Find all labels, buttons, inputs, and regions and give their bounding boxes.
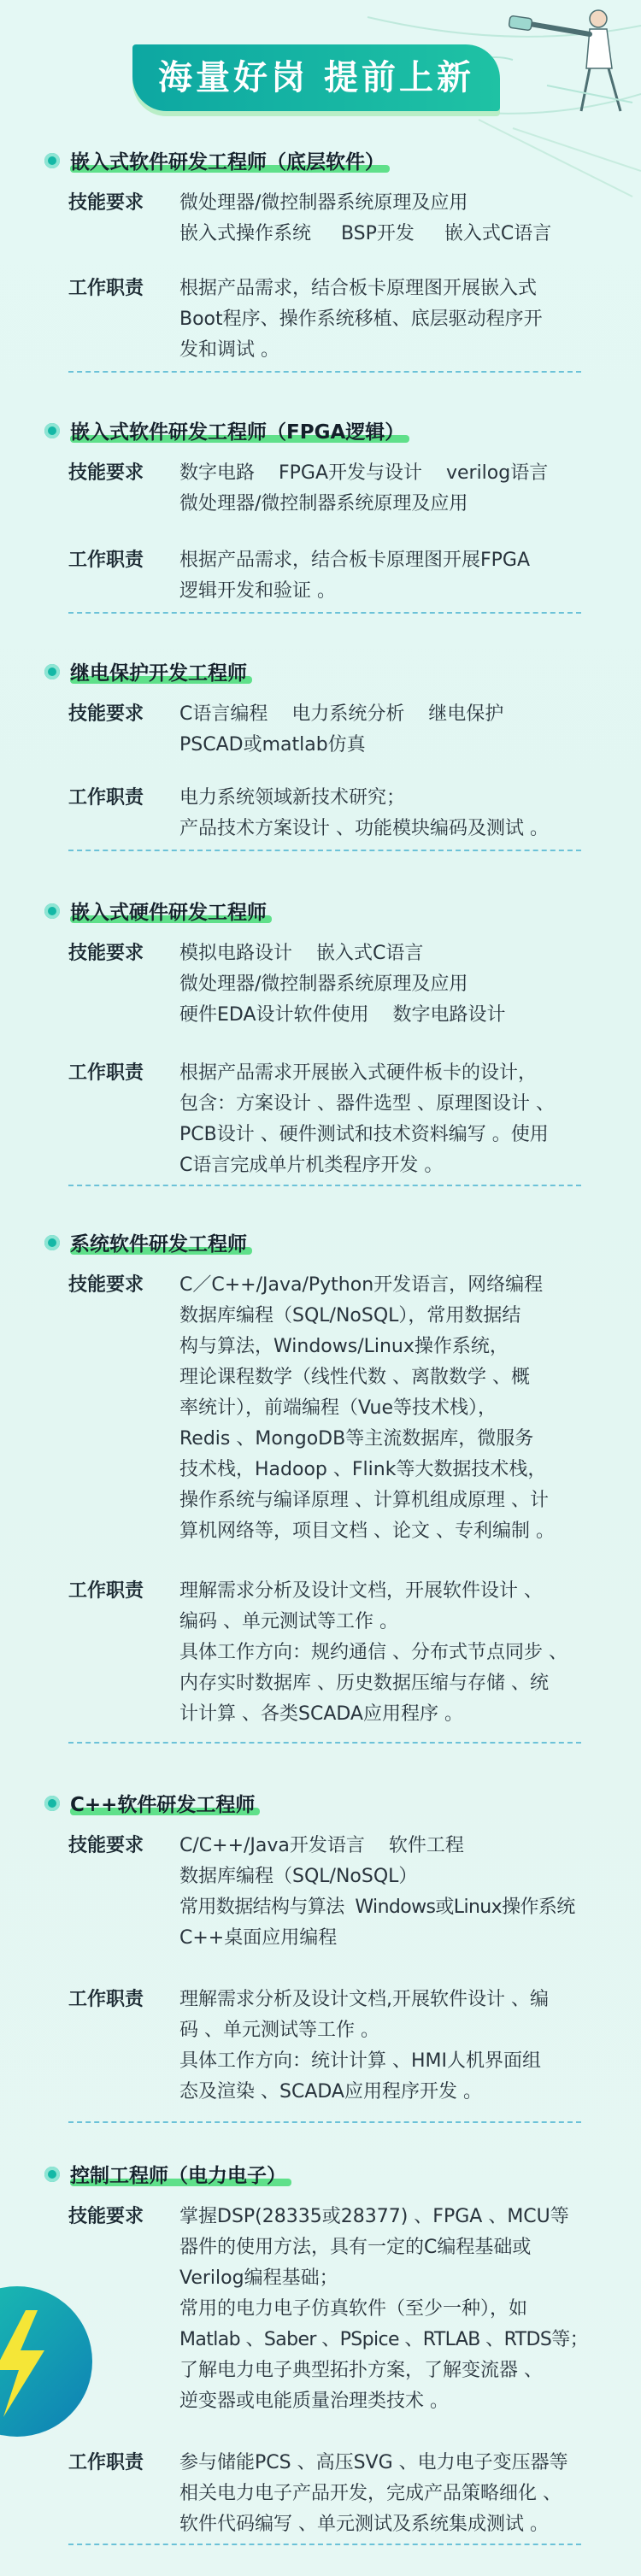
header-banner <box>132 44 500 111</box>
duties-label: 工作职责 <box>68 787 144 809</box>
bullet-icon <box>44 1796 60 1811</box>
bullet-icon <box>44 423 60 438</box>
skills-row <box>68 188 615 250</box>
duties-text: 参与储能PCS 、高压SVG 、电力电子变压器等 相关电力电子产品开发，完成产品策略细化 、 软件代码编写 、单元测试及系统集成测试 。 <box>179 2452 568 2535</box>
duties-row <box>68 1576 615 1730</box>
duties-row <box>68 1058 615 1181</box>
job-title: C++软件研发工程师 <box>44 1786 255 1820</box>
skills-label: 技能要求 <box>68 462 144 484</box>
skills-text: 数字电路 FPGA开发与设计 verilog语言 微处理器/微控制器系统原理及应用 <box>179 462 549 515</box>
job-title: 嵌入式软件研发工程师（底层软件） <box>44 144 385 178</box>
divider <box>68 2544 581 2545</box>
skills-text: 微处理器/微控制器系统原理及应用 嵌入式操作系统 BSP开发 嵌入式C语言 <box>179 192 552 244</box>
skills-text: 掌握DSP(28335或28377) 、FPGA 、MCU等 器件的使用方法，具有一定的C编程基础或 Verilog编程基础； 常用的电力电子仿真软件（至少一种），如 Matlab 、Saber 、PSpice 、RTLAB 、RTDS等； 了解电力电子典型拓扑方案，了解变流器 、 逆变器或电能质量治理类技术 。 <box>179 2206 589 2412</box>
skills-row <box>68 2202 615 2417</box>
skills-row <box>68 1270 615 1547</box>
duties-text: 理解需求分析及设计文档,开展软件设计 、编 码 、单元测试等工作 。 具体工作方向：统计计算 、HMI人机界面组 态及渲染 、SCADA应用程序开发 。 <box>179 1989 549 2103</box>
duties-text: 理解需求分析及设计文档，开展软件设计 、 编码 、单元测试等工作 。 具体工作方向：规约通信 、分布式节点同步 、 内存实时数据库 、历史数据压缩与存储 、统 计计算 、各类SCADA应用程序 。 <box>179 1580 567 1725</box>
skills-row <box>68 938 615 1031</box>
page-title: 海量好岗 提前上新 <box>158 57 474 97</box>
skills-label: 技能要求 <box>68 943 144 964</box>
skills-text: C／C++/Java/Python开发语言，网络编程 数据库编程（SQL/NoSQL），常用数据结 构与算法，Windows/Linux操作系统， 理论课程数学（线性代数 、离散数学 、概 率统计），前端编程（Vue等技术栈）， Redis 、MongoDB等主流数据库，微服务 技术栈，Hadoop 、Flink等大数据技术栈， 操作系统与编译原理 、计算机组成原理 、计 算机网络等，项目文档 、论文 、专利编制 。 <box>179 1274 555 1542</box>
bullet-icon <box>44 903 60 919</box>
divider <box>68 612 581 614</box>
skills-label: 技能要求 <box>68 1835 144 1856</box>
duties-label: 工作职责 <box>68 1989 144 2010</box>
duties-label: 工作职责 <box>68 1062 144 1084</box>
skills-text: C语言编程 电力系统分析 继电保护 PSCAD或matlab仿真 <box>179 703 504 756</box>
divider <box>68 850 581 851</box>
lightning-bolt-icon <box>0 2280 94 2443</box>
divider <box>68 2121 581 2123</box>
duties-text: 根据产品需求，结合板卡原理图开展嵌入式 Boot程序、操作系统移植、底层驱动程序开 发和调试 。 <box>179 278 543 361</box>
bullet-icon <box>44 1235 60 1250</box>
skills-label: 技能要求 <box>68 192 144 214</box>
job-title: 系统软件研发工程师 <box>44 1226 247 1260</box>
job-title: 控制工程师（电力电子） <box>44 2157 286 2191</box>
duties-text: 根据产品需求，结合板卡原理图开展FPGA 逻辑开发和验证 。 <box>179 550 531 602</box>
job-title: 嵌入式软件研发工程师（FPGA逻辑） <box>44 414 404 448</box>
duties-row <box>68 273 615 366</box>
duties-row <box>68 545 615 607</box>
divider <box>68 371 581 373</box>
duties-row <box>68 2448 615 2540</box>
duties-label: 工作职责 <box>68 2452 144 2473</box>
duties-text: 根据产品需求开展嵌入式硬件板卡的设计， 包含：方案设计 、器件选型 、原理图设计 、 PCB设计 、硬件测试和技术资料编写 。使用 C语言完成单片机类程序开发 。 <box>179 1062 555 1176</box>
skills-label: 技能要求 <box>68 1274 144 1296</box>
duties-label: 工作职责 <box>68 550 144 571</box>
skills-row <box>68 458 615 520</box>
duties-label: 工作职责 <box>68 278 144 299</box>
bullet-icon <box>44 2167 60 2182</box>
skills-label: 技能要求 <box>68 703 144 725</box>
bullet-icon <box>44 153 60 168</box>
divider <box>68 1742 581 1744</box>
skills-row <box>68 699 615 761</box>
duties-text: 电力系统领域新技术研究； 产品技术方案设计 、功能模块编码及测试 。 <box>179 787 549 839</box>
duties-label: 工作职责 <box>68 1580 144 1602</box>
divider <box>68 1185 581 1186</box>
bullet-icon <box>44 664 60 679</box>
skills-text: C/C++/Java开发语言 软件工程 数据库编程（SQL/NoSQL） 常用数据结构与算法 Windows或Linux操作系统 C++桌面应用编程 <box>179 1835 575 1949</box>
skills-row <box>68 1831 615 1954</box>
duties-row <box>68 783 615 844</box>
job-title: 嵌入式硬件研发工程师 <box>44 894 267 928</box>
job-title: 继电保护开发工程师 <box>44 655 247 689</box>
skills-label: 技能要求 <box>68 2206 144 2227</box>
duties-row <box>68 1985 615 2108</box>
skills-text: 模拟电路设计 嵌入式C语言 微处理器/微控制器系统原理及应用 硬件EDA设计软件使用 数字电路设计 <box>179 943 506 1026</box>
